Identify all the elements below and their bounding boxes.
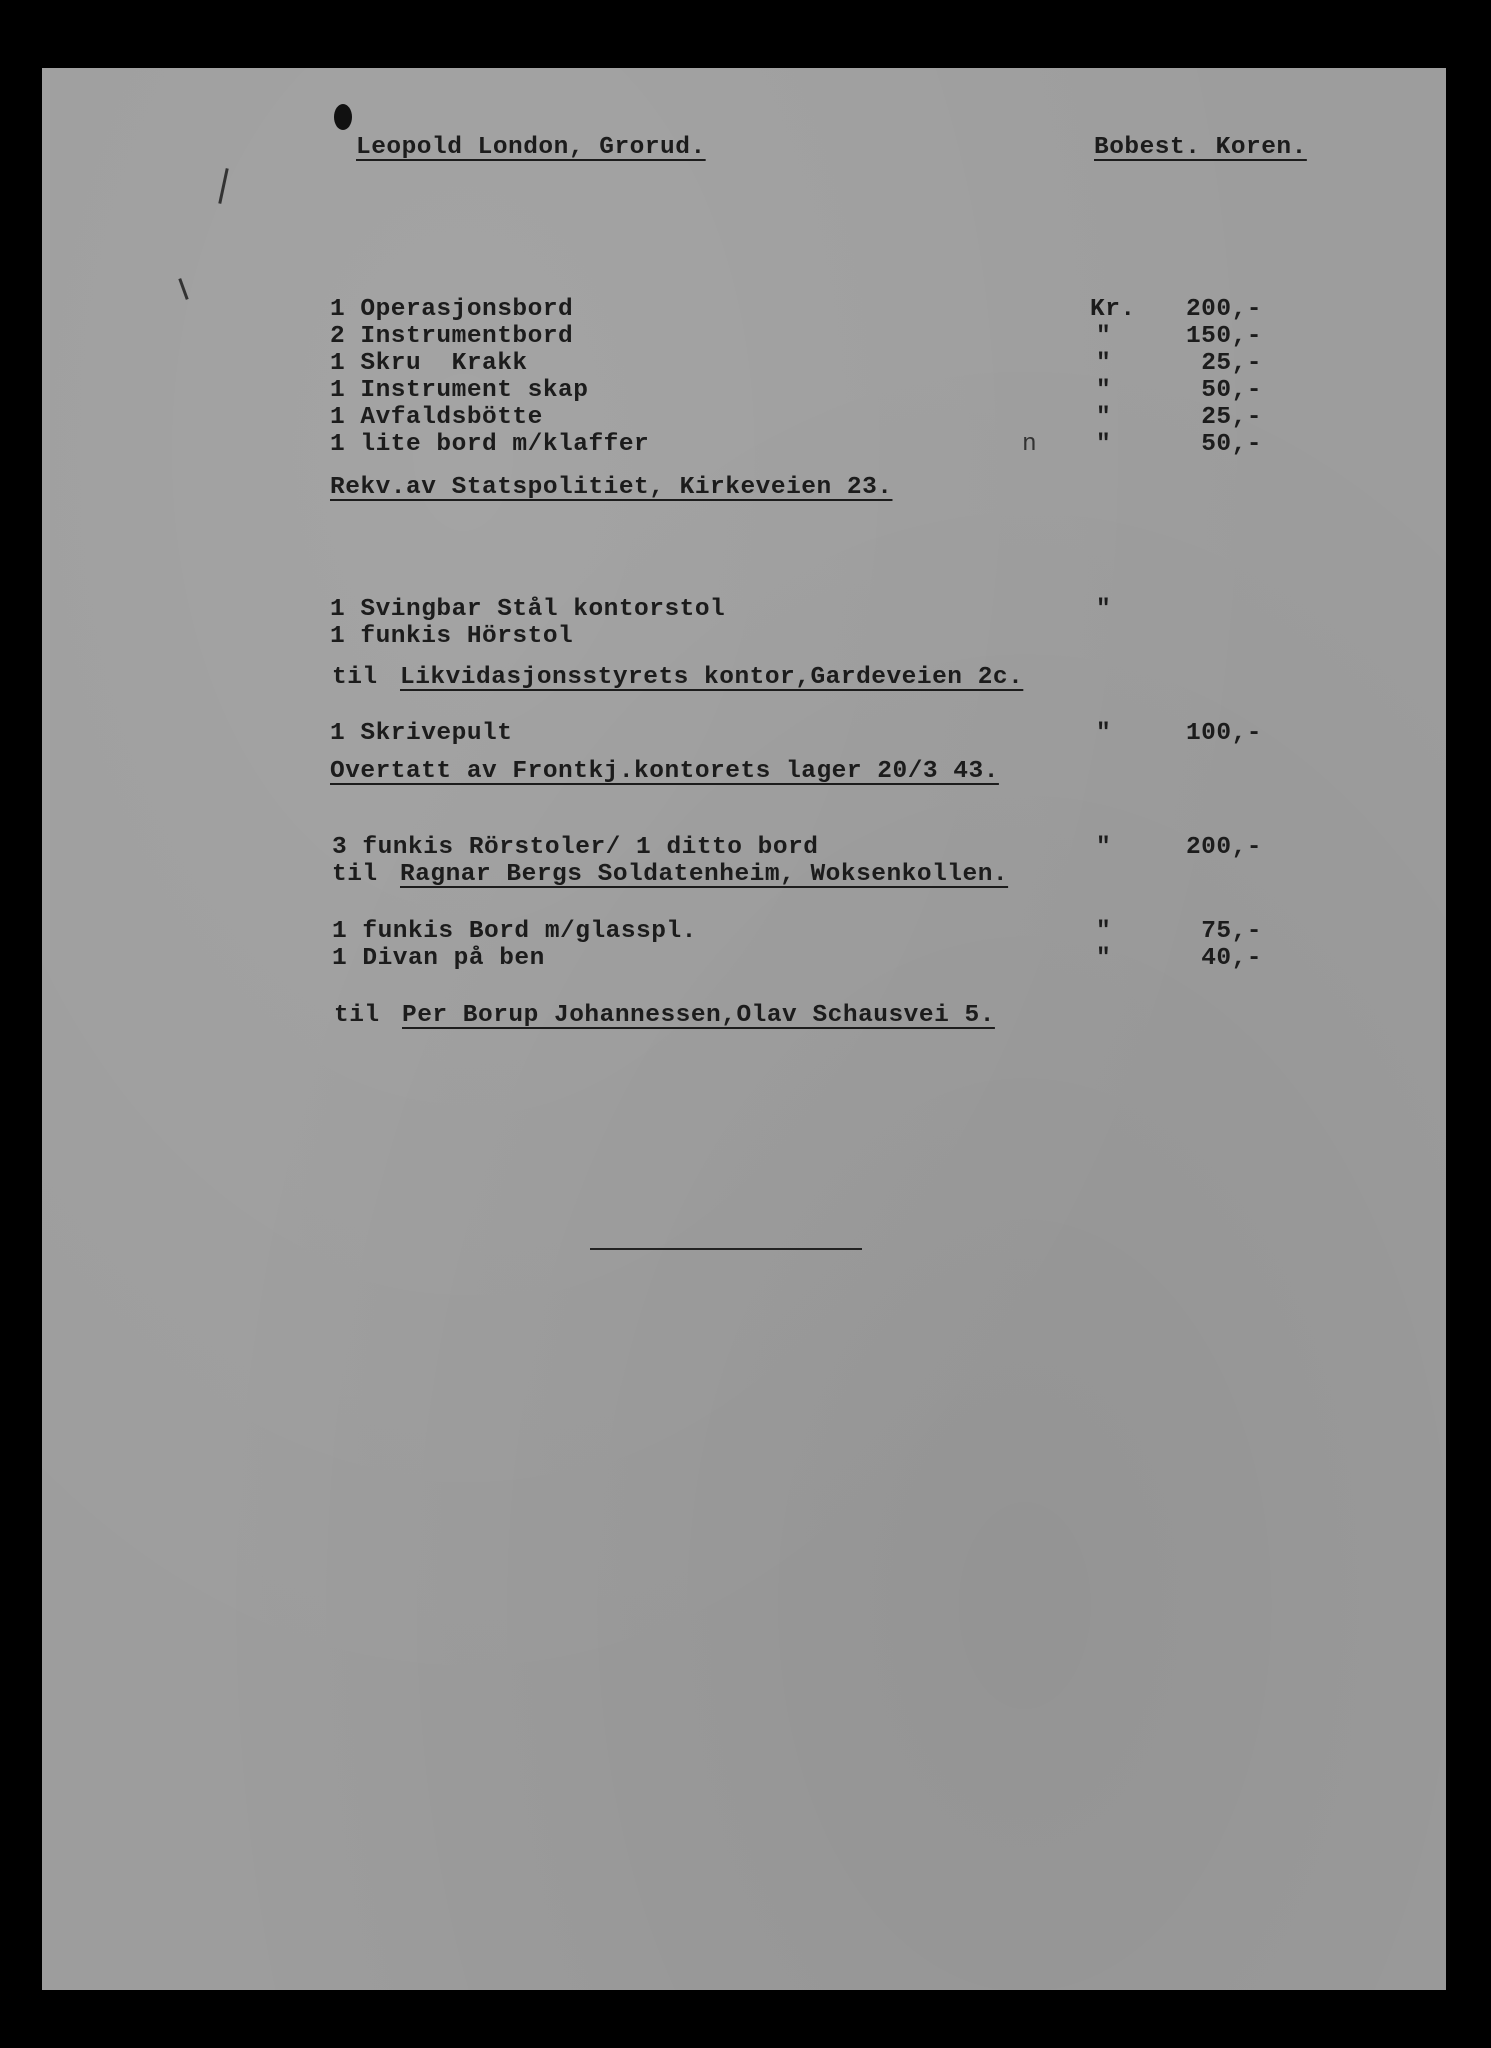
item-unit: " <box>1096 323 1112 350</box>
item-line: 3 funkis Rörstoler/ 1 ditto bord <box>332 834 819 861</box>
closing-rule <box>590 1248 862 1250</box>
item-unit: Kr. <box>1090 296 1136 323</box>
recipient-line: Rekv.av Statspolitiet, Kirkeveien 23. <box>330 474 893 501</box>
item-line: 2 Instrumentbord <box>330 323 574 350</box>
item-line: 1 Skru Krakk <box>330 350 528 377</box>
item-line: 1 Operasjonsbord <box>330 296 574 323</box>
header-left: Leopold London, Grorud. <box>356 134 706 161</box>
item-price: 75,- <box>1201 918 1262 945</box>
item-line: 1 funkis Bord m/glasspl. <box>332 918 697 945</box>
item-unit: " <box>1096 431 1112 458</box>
item-line: 1 Avfaldsbötte <box>330 404 543 431</box>
recipient-prefix: til <box>332 664 378 691</box>
item-line: 1 Skrivepult <box>330 720 513 747</box>
item-unit: " <box>1096 404 1112 431</box>
item-unit: " <box>1096 377 1112 404</box>
item-price: 200,- <box>1185 834 1262 861</box>
ink-blot <box>334 104 352 130</box>
item-line: 1 Svingbar Stål kontorstol <box>330 596 726 623</box>
recipient-line: Overtatt av Frontkj.kontorets lager 20/3 43. <box>330 758 999 785</box>
item-line: 1 lite bord m/klaffer <box>330 431 650 458</box>
item-unit: " <box>1096 720 1112 747</box>
stray-mark: n <box>1022 431 1038 458</box>
recipient-prefix: til <box>334 1002 380 1029</box>
item-unit: " <box>1096 945 1112 972</box>
item-unit: " <box>1096 834 1112 861</box>
header-right: Bobest. Koren. <box>1094 134 1307 161</box>
pencil-mark <box>218 168 228 204</box>
item-price: 100,- <box>1185 720 1262 747</box>
item-line: 1 Divan på ben <box>332 945 545 972</box>
item-price: 50,- <box>1201 377 1262 404</box>
item-price: 25,- <box>1201 350 1262 377</box>
item-price: 40,- <box>1201 945 1262 972</box>
recipient-line: Ragnar Bergs Soldatenheim, Woksenkollen. <box>400 861 1009 888</box>
pencil-mark <box>178 278 188 300</box>
document-page <box>42 68 1446 1990</box>
item-unit: " <box>1096 596 1112 623</box>
item-price: 200,- <box>1185 296 1262 323</box>
recipient-line: Likvidasjonsstyrets kontor,Gardeveien 2c. <box>400 664 1024 691</box>
item-price: 25,- <box>1201 404 1262 431</box>
item-line: 1 funkis Hörstol <box>330 623 574 650</box>
item-line: 1 Instrument skap <box>330 377 589 404</box>
item-unit: " <box>1096 350 1112 377</box>
item-unit: " <box>1096 918 1112 945</box>
item-price: 150,- <box>1185 323 1262 350</box>
recipient-line: Per Borup Johannessen,Olav Schausvei 5. <box>402 1002 995 1029</box>
recipient-prefix: til <box>332 861 378 888</box>
item-price: 50,- <box>1201 431 1262 458</box>
